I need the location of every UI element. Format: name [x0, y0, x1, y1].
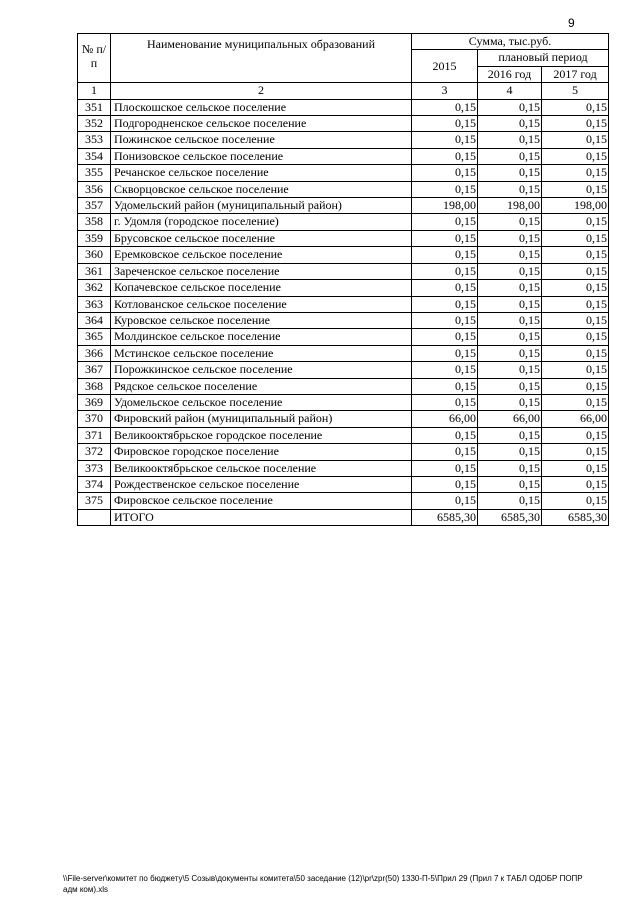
amount-2015: 0,15 — [412, 378, 478, 394]
col-index-3: 3 — [412, 83, 478, 99]
amount-2017: 0,15 — [542, 263, 609, 279]
amount-2016: 0,15 — [478, 362, 542, 378]
amount-2016: 0,15 — [478, 181, 542, 197]
amount-2016: 0,15 — [478, 493, 542, 509]
amount-2016: 0,15 — [478, 329, 542, 345]
amount-2017: 0,15 — [542, 345, 609, 361]
amount-2017: 0,15 — [542, 99, 609, 115]
amount-2015: 0,15 — [412, 280, 478, 296]
total-2017: 6585,30 — [542, 509, 609, 525]
amount-2016: 0,15 — [478, 345, 542, 361]
row-number: 371 — [78, 427, 111, 443]
row-number: 361 — [78, 263, 111, 279]
row-number: 355 — [78, 165, 111, 181]
amount-2017: 0,15 — [542, 132, 609, 148]
header-2017: 2017 год — [542, 66, 609, 82]
header-name — [111, 34, 412, 83]
table-row — [78, 99, 609, 115]
municipality-name: Скворцовское сельское поселение — [111, 181, 412, 197]
municipality-name: Молдинское сельское поселение — [111, 329, 412, 345]
amount-2016: 0,15 — [478, 263, 542, 279]
amount-2016: 0,15 — [478, 444, 542, 460]
amount-2016: 0,15 — [478, 132, 542, 148]
amount-2015: 0,15 — [412, 165, 478, 181]
amount-2016: 66,00 — [478, 411, 542, 427]
amount-2017: 0,15 — [542, 148, 609, 164]
header-row-1 — [78, 34, 609, 50]
header-num-label: № п/п — [81, 42, 107, 70]
column-index-row — [78, 83, 609, 99]
table-row — [78, 214, 609, 230]
municipality-name: Удомельское сельское поселение — [111, 394, 412, 410]
municipality-name: Удомельский район (муниципальный район) — [111, 198, 412, 214]
amount-2017: 0,15 — [542, 165, 609, 181]
table-row — [78, 296, 609, 312]
municipality-name: Еремковское сельское поселение — [111, 247, 412, 263]
col-index-1: 1 — [78, 83, 111, 99]
table-row — [78, 312, 609, 328]
table-row — [78, 263, 609, 279]
total-row — [78, 509, 609, 525]
amount-2017: 0,15 — [542, 476, 609, 492]
file-path-footer: \\File-server\комитет по бюджету\5 Созыв\документы комитета\50 заседание (12)\pr\zpr(50) 1330-П-5\Прил 29 (Прил 7 к ТАБЛ ОДОБР ПОПР адм ком).xls — [63, 874, 583, 894]
amount-2015: 0,15 — [412, 230, 478, 246]
amount-2016: 0,15 — [478, 116, 542, 132]
page-number: 9 — [568, 16, 575, 30]
budget-table — [77, 33, 609, 526]
amount-2016: 0,15 — [478, 394, 542, 410]
amount-2015: 0,15 — [412, 427, 478, 443]
row-number: 368 — [78, 378, 111, 394]
col-index-5: 5 — [542, 83, 609, 99]
amount-2016: 0,15 — [478, 230, 542, 246]
row-number: 360 — [78, 247, 111, 263]
table-row — [78, 329, 609, 345]
row-number: 356 — [78, 181, 111, 197]
header-num — [78, 34, 111, 83]
municipality-name: Копачевское сельское поселение — [111, 280, 412, 296]
row-number: 362 — [78, 280, 111, 296]
amount-2017: 0,15 — [542, 460, 609, 476]
amount-2016: 0,15 — [478, 148, 542, 164]
row-number: 365 — [78, 329, 111, 345]
row-number: 359 — [78, 230, 111, 246]
amount-2016: 0,15 — [478, 280, 542, 296]
table-row — [78, 148, 609, 164]
amount-2017: 0,15 — [542, 362, 609, 378]
table-row — [78, 460, 609, 476]
amount-2015: 0,15 — [412, 148, 478, 164]
amount-2016: 0,15 — [478, 312, 542, 328]
amount-2017: 0,15 — [542, 312, 609, 328]
amount-2015: 0,15 — [412, 116, 478, 132]
row-number: 372 — [78, 444, 111, 460]
table-row — [78, 132, 609, 148]
amount-2016: 0,15 — [478, 214, 542, 230]
municipality-name: Великооктябрьское сельское поселение — [111, 460, 412, 476]
municipality-name: Фировский район (муниципальный район) — [111, 411, 412, 427]
amount-2015: 66,00 — [412, 411, 478, 427]
table-row — [78, 280, 609, 296]
amount-2015: 198,00 — [412, 198, 478, 214]
row-number: 373 — [78, 460, 111, 476]
row-number: 369 — [78, 394, 111, 410]
row-number: 354 — [78, 148, 111, 164]
amount-2017: 0,15 — [542, 444, 609, 460]
municipality-name: Подгородненское сельское поселение — [111, 116, 412, 132]
municipality-name: Плоскошское сельское поселение — [111, 99, 412, 115]
municipality-name: Котлованское сельское поселение — [111, 296, 412, 312]
amount-2015: 0,15 — [412, 362, 478, 378]
row-number: 375 — [78, 493, 111, 509]
row-number: 351 — [78, 99, 111, 115]
table-row — [78, 181, 609, 197]
header-name-label: Наименование муниципальных образований — [146, 37, 376, 51]
amount-2015: 0,15 — [412, 263, 478, 279]
total-2016: 6585,30 — [478, 509, 542, 525]
municipality-name: Зареченское сельское поселение — [111, 263, 412, 279]
amount-2015: 0,15 — [412, 312, 478, 328]
municipality-name: Великооктябрьское городское поселение — [111, 427, 412, 443]
table-row — [78, 411, 609, 427]
municipality-name: Понизовское сельское поселение — [111, 148, 412, 164]
municipality-name: Рождественское сельское поселение — [111, 476, 412, 492]
amount-2015: 0,15 — [412, 296, 478, 312]
header-planning: плановый период — [478, 50, 609, 66]
amount-2016: 0,15 — [478, 476, 542, 492]
row-number: 374 — [78, 476, 111, 492]
amount-2017: 0,15 — [542, 427, 609, 443]
col-index-4: 4 — [478, 83, 542, 99]
amount-2015: 0,15 — [412, 247, 478, 263]
amount-2017: 0,15 — [542, 394, 609, 410]
total-number-cell — [78, 509, 111, 525]
row-number: 353 — [78, 132, 111, 148]
municipality-name: Брусовское сельское поселение — [111, 230, 412, 246]
row-number: 366 — [78, 345, 111, 361]
row-number: 357 — [78, 198, 111, 214]
table-row — [78, 362, 609, 378]
amount-2017: 0,15 — [542, 214, 609, 230]
municipality-name: Пожинское сельское поселение — [111, 132, 412, 148]
amount-2015: 0,15 — [412, 214, 478, 230]
amount-2015: 0,15 — [412, 132, 478, 148]
amount-2015: 0,15 — [412, 476, 478, 492]
amount-2017: 66,00 — [542, 411, 609, 427]
municipality-name: Фировское городское поселение — [111, 444, 412, 460]
municipality-name: г. Удомля (городское поселение) — [111, 214, 412, 230]
amount-2016: 0,15 — [478, 296, 542, 312]
amount-2016: 0,15 — [478, 378, 542, 394]
table-row — [78, 116, 609, 132]
amount-2017: 0,15 — [542, 116, 609, 132]
amount-2017: 0,15 — [542, 181, 609, 197]
total-2015: 6585,30 — [412, 509, 478, 525]
amount-2015: 0,15 — [412, 460, 478, 476]
amount-2017: 198,00 — [542, 198, 609, 214]
amount-2017: 0,15 — [542, 247, 609, 263]
amount-2016: 198,00 — [478, 198, 542, 214]
municipality-name: Мстинское сельское поселение — [111, 345, 412, 361]
row-number: 363 — [78, 296, 111, 312]
municipality-name: Речанское сельское поселение — [111, 165, 412, 181]
table-row — [78, 493, 609, 509]
amount-2015: 0,15 — [412, 345, 478, 361]
amount-2017: 0,15 — [542, 493, 609, 509]
municipality-name: Рядское сельское поселение — [111, 378, 412, 394]
amount-2017: 0,15 — [542, 230, 609, 246]
table-row — [78, 230, 609, 246]
table-row — [78, 444, 609, 460]
row-number: 367 — [78, 362, 111, 378]
table-row — [78, 247, 609, 263]
amount-2016: 0,15 — [478, 460, 542, 476]
header-2015: 2015 — [412, 50, 478, 83]
amount-2015: 0,15 — [412, 493, 478, 509]
table-row — [78, 198, 609, 214]
amount-2015: 0,15 — [412, 394, 478, 410]
amount-2016: 0,15 — [478, 99, 542, 115]
header-sum: Сумма, тыс.руб. — [412, 34, 609, 50]
amount-2015: 0,15 — [412, 99, 478, 115]
table-row — [78, 394, 609, 410]
row-number: 370 — [78, 411, 111, 427]
row-number: 364 — [78, 312, 111, 328]
amount-2017: 0,15 — [542, 329, 609, 345]
amount-2016: 0,15 — [478, 247, 542, 263]
amount-2017: 0,15 — [542, 296, 609, 312]
municipality-name: Порожкинское сельское поселение — [111, 362, 412, 378]
municipality-name: Фировское сельское поселение — [111, 493, 412, 509]
amount-2015: 0,15 — [412, 329, 478, 345]
col-index-2: 2 — [111, 83, 412, 99]
table-row — [78, 427, 609, 443]
amount-2016: 0,15 — [478, 165, 542, 181]
amount-2015: 0,15 — [412, 444, 478, 460]
amount-2016: 0,15 — [478, 427, 542, 443]
amount-2017: 0,15 — [542, 378, 609, 394]
table-row — [78, 476, 609, 492]
amount-2017: 0,15 — [542, 280, 609, 296]
table-row — [78, 378, 609, 394]
total-label: ИТОГО — [111, 509, 412, 525]
table-row — [78, 165, 609, 181]
amount-2015: 0,15 — [412, 181, 478, 197]
header-2016: 2016 год — [478, 66, 542, 82]
row-number: 358 — [78, 214, 111, 230]
table-row — [78, 345, 609, 361]
municipality-name: Куровское сельское поселение — [111, 312, 412, 328]
row-number: 352 — [78, 116, 111, 132]
